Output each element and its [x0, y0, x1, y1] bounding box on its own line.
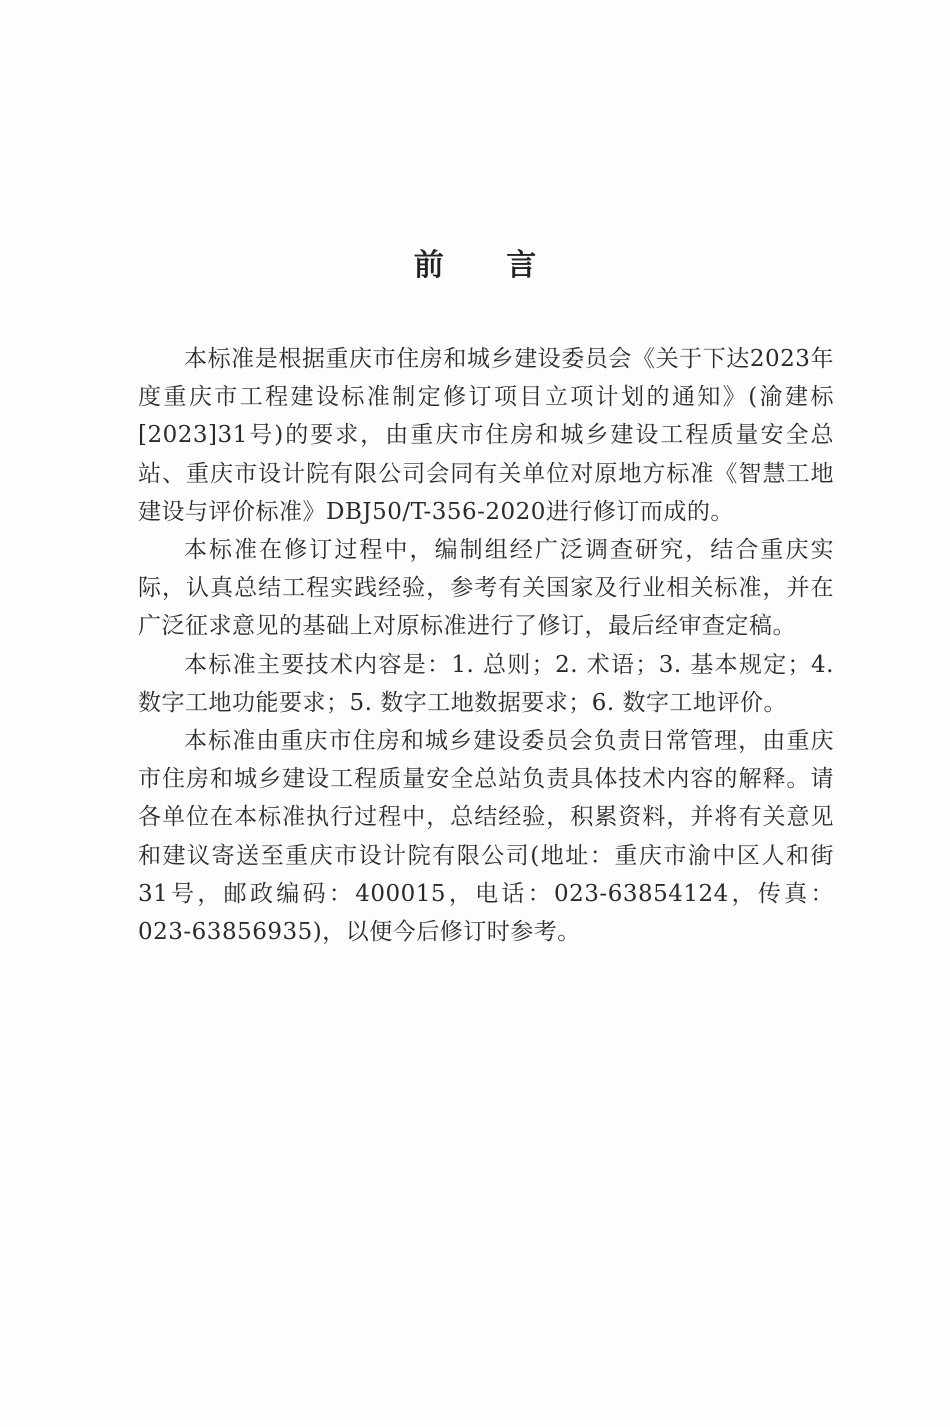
preface-body [138, 340, 834, 951]
paragraph-3: 本标准主要技术内容是：1. 总则；2. 术语；3. 基本规定；4. 数字工地功能要求；5. 数字工地数据要求；6. 数字工地评价。 [138, 651, 834, 716]
page-title: 前 言 [413, 248, 563, 283]
paragraph-1: 本标准是根据重庆市住房和城乡建设委员会《关于下达2023年度重庆市工程建设标准制定修订项目立项计划的通知》(渝建标[2023]31号)的要求，由重庆市住房和城乡建设工程质量安全总站、重庆市设计院有限公司会同有关单位对原地方标准《智慧工地建设与评价标准》DBJ50/T-356-2020进行修订而成的。 [138, 346, 834, 525]
paragraph-4: 本标准由重庆市住房和城乡建设委员会负责日常管理，由重庆市住房和城乡建设工程质量安全总站负责具体技术内容的解释。请各单位在本标准执行过程中，总结经验，积累资料，并将有关意见和建议寄送至重庆市设计院有限公司(地址：重庆市渝中区人和街31号，邮政编码：400015，电话：023-63854124，传真：023-63856935)，以便今后修订时参考。 [138, 728, 834, 946]
paragraph-2: 本标准在修订过程中，编制组经广泛调查研究，结合重庆实际，认真总结工程实践经验，参考有关国家及行业相关标准，并在广泛征求意见的基础上对原标准进行了修订，最后经审查定稿。 [138, 537, 834, 640]
